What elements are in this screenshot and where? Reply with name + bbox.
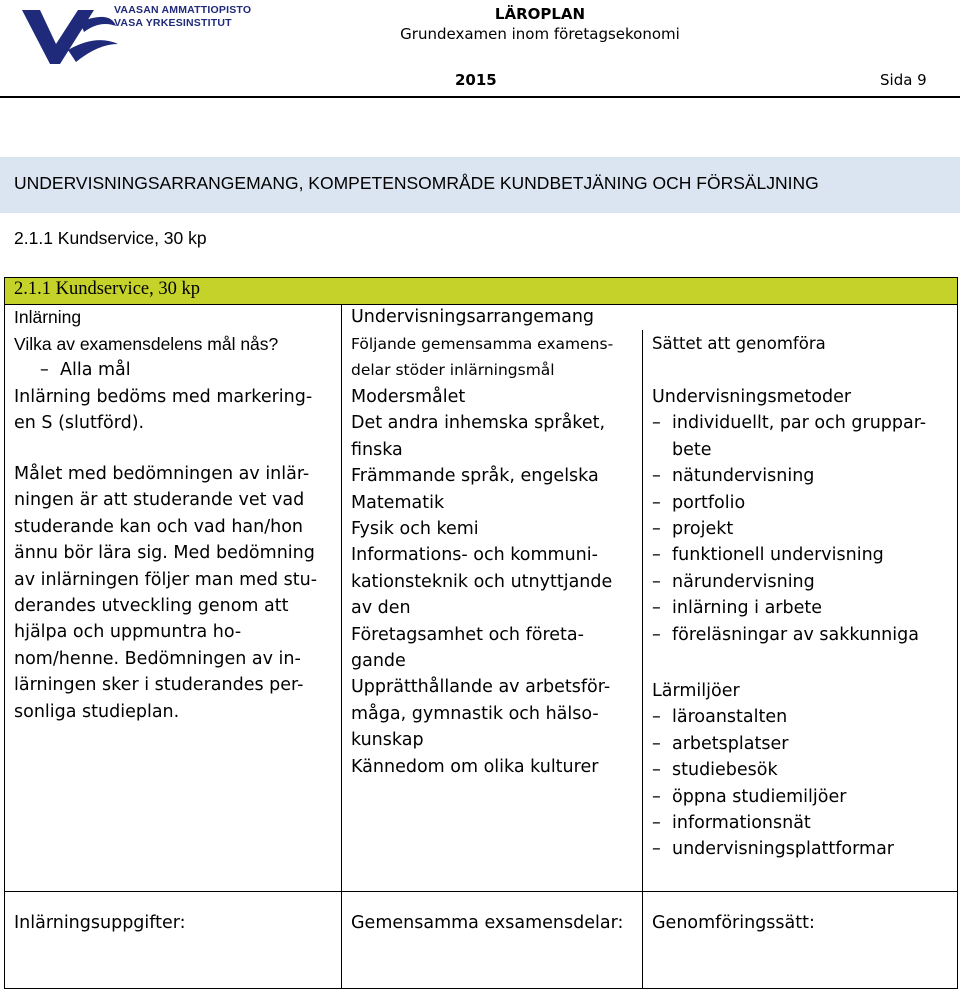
list-item: – studiebesök xyxy=(652,757,952,783)
list-item: – närundervisning xyxy=(652,569,952,595)
assessment-purpose-text xyxy=(14,461,336,725)
text-line: ännu bör lära sig. Med bedömning xyxy=(14,543,315,564)
text-line: Inlärning bedöms med markering- xyxy=(14,387,313,407)
goals-question: Vilka av examensdelens mål nås? xyxy=(14,334,279,354)
col-inlarning-heading: Inlärning xyxy=(14,307,82,327)
list-item: – portfolio xyxy=(652,490,952,516)
list-item: kunskap xyxy=(351,730,424,751)
table-border-top xyxy=(4,277,958,278)
list-item: måga, gymnastik och hälso- xyxy=(351,703,599,724)
environments-list xyxy=(652,704,952,862)
document-header xyxy=(340,4,740,44)
list-item: Främmande språk, engelska xyxy=(351,466,599,487)
list-item: – projekt xyxy=(652,516,952,542)
text-line: studerande kan och vad han/hon xyxy=(14,516,304,537)
text-line: delar stöder inlärningsmål xyxy=(351,361,555,380)
common-parts-subheading xyxy=(351,331,613,384)
list-item: – informationsnät xyxy=(652,810,952,836)
table-rule xyxy=(4,891,958,892)
implementation-label: Genomföringssätt: xyxy=(652,913,815,933)
text-line: Följande gemensamma examens- xyxy=(351,335,614,353)
header-divider xyxy=(0,96,960,98)
institution-name xyxy=(114,4,251,29)
list-item: kationsteknik och utnyttjande xyxy=(351,571,613,592)
document-subtitle: Grundexamen inom företagsekonomi xyxy=(400,25,680,43)
methods-heading: Undervisningsmetoder xyxy=(652,387,852,407)
list-item: Fysik och kemi xyxy=(351,519,479,540)
table-border-bottom xyxy=(4,988,958,989)
list-item: – nätundervisning xyxy=(652,463,952,489)
text-line: av inlärningen följer man med stu- xyxy=(14,569,318,590)
common-parts-label: Gemensamma exsamensdelar: xyxy=(351,913,624,933)
text-line: en S (slutförd). xyxy=(14,413,145,434)
section-subtitle: 2.1.1 Kundservice, 30 kp xyxy=(14,228,207,248)
list-item: gande xyxy=(351,651,406,672)
common-parts-list xyxy=(351,384,639,780)
learning-environments xyxy=(652,678,952,863)
list-item: Kännedom om olika kulturer xyxy=(351,756,599,777)
document-year: 2015 xyxy=(455,71,497,89)
environments-heading: Lärmiljöer xyxy=(652,681,740,701)
learning-tasks-label: Inlärningsuppgifter: xyxy=(14,913,186,933)
table-banner-text: 2.1.1 Kundservice, 30 kp xyxy=(14,279,200,299)
text-line: sonliga studieplan. xyxy=(14,701,180,722)
list-item: – läroanstalten xyxy=(652,704,952,730)
list-item: – inlärning i arbete xyxy=(652,595,952,621)
list-item: – undervisningsplattformar xyxy=(652,836,952,862)
table-column-divider xyxy=(341,304,342,989)
list-item: Modersmålet xyxy=(351,387,466,407)
table-border-right xyxy=(957,277,958,989)
text-line: hjälpa och uppmuntra ho- xyxy=(14,622,242,643)
assessment-text xyxy=(14,384,336,437)
goal-item: – Alla mål xyxy=(40,357,131,383)
page-number: Sida 9 xyxy=(880,71,927,89)
list-item: Upprätthållande av arbetsför- xyxy=(351,677,611,698)
list-item: finska xyxy=(351,439,403,460)
list-item: Matematik xyxy=(351,492,445,513)
text-line: derandes utveckling genom att xyxy=(14,596,289,617)
teaching-methods xyxy=(652,384,952,648)
list-item: Informations- och kommuni- xyxy=(351,545,598,566)
col-undervisning-heading: Undervisningsarrangemang xyxy=(351,307,595,327)
text-line: lärningen sker i studerandes per- xyxy=(14,675,304,696)
list-item: Det andra inhemska språket, xyxy=(351,413,606,434)
list-item: – föreläsningar av sakkunniga xyxy=(652,622,952,648)
list-item: – funktionell undervisning xyxy=(652,542,952,568)
text-line: ningen är att studerande vet vad xyxy=(14,490,305,511)
document-title: LÄROPLAN xyxy=(494,5,586,23)
logo-mark-icon xyxy=(20,4,120,70)
goals-list xyxy=(40,357,131,383)
list-item: – öppna studiemiljöer xyxy=(652,784,952,810)
list-item: – arbetsplatser xyxy=(652,731,952,757)
table-column-divider xyxy=(642,330,643,989)
institution-name-sv: VASA YRKESINSTITUT xyxy=(114,16,232,29)
list-item: av den xyxy=(351,598,411,619)
text-line: nom/henne. Bedömningen av in- xyxy=(14,648,301,669)
text-line: Målet med bedömningen av inlär- xyxy=(14,464,310,484)
methods-list xyxy=(652,410,952,648)
list-item-wrap: bete xyxy=(672,439,712,460)
list-item: – individuellt, par och gruppar- xyxy=(652,410,952,436)
table-border-left xyxy=(4,277,5,989)
section-title: UNDERVISNINGSARRANGEMANG, KOMPETENSOMRÅDE KUNDBETJÄNING OCH FÖRSÄLJNING xyxy=(14,173,819,193)
institution-name-fi: VAASAN AMMATTIOPISTO xyxy=(114,4,252,16)
list-item: Företagsamhet och företa- xyxy=(351,624,584,645)
implementation-subheading: Sättet att genomföra xyxy=(652,334,826,353)
